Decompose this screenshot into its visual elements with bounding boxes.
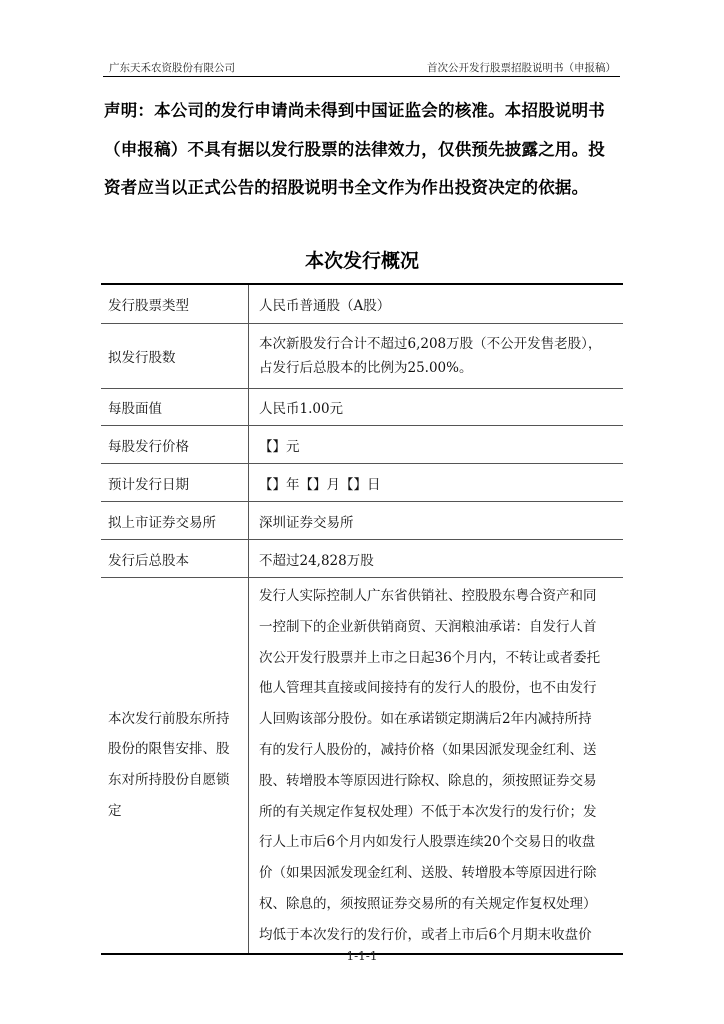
row-value: 人民币1.00元 — [249, 389, 624, 426]
disclaimer-line: 资者应当以正式公告的招股说明书全文作为作出投资决定的依据。 — [104, 178, 589, 197]
table-row-lockup — [101, 578, 623, 954]
row-value-line: 本次新股发行合计不超过6,208万股（不公开发售老股）， — [259, 336, 602, 352]
lockup-value-line: 行人上市后6个月内如发行人股票连续20个交易日的收盘 — [259, 834, 596, 851]
lockup-key-line: 东对所持股份自愿锁 — [108, 772, 230, 789]
header-company-name: 广东天禾农资股份有限公司 — [109, 62, 235, 74]
lockup-key — [101, 578, 249, 954]
lockup-value-line: 有的发行人股份的，减持价格（如果因派发现金红利、送 — [259, 741, 597, 758]
lockup-value — [249, 578, 624, 954]
lockup-value-line: 价（如果因派发现金红利、送股、转增股本等原因进行除 — [259, 865, 597, 882]
lockup-value-line: 发行人实际控制人广东省供销社、控股股东粤合资产和同 — [259, 588, 597, 604]
lockup-value-line: 均低于本次发行的发行价，或者上市后6个月期末收盘价 — [259, 926, 592, 943]
row-value: 不超过24,828万股 — [249, 540, 624, 578]
row-key: 拟上市证券交易所 — [101, 502, 249, 540]
row-key: 发行股票类型 — [101, 284, 249, 324]
row-value: 【】年【】月【】日 — [249, 464, 624, 502]
row-key: 每股发行价格 — [101, 426, 249, 464]
row-key: 每股面值 — [101, 389, 249, 426]
row-value: 人民币普通股（A股） — [249, 284, 624, 324]
row-key: 发行后总股本 — [101, 540, 249, 578]
table-row — [101, 502, 623, 540]
table-row — [101, 389, 623, 426]
lockup-value-line: 股、转增股本等原因进行除权、除息的，须按照证券交易 — [259, 772, 597, 789]
lockup-value-line: 人回购该部分股份。如在承诺锁定期满后2年内减持所持 — [259, 711, 592, 728]
table-row — [101, 464, 623, 502]
page-header — [103, 58, 620, 76]
section-title: 本次发行概况 — [304, 250, 419, 272]
page-number: 1-1-1 — [346, 949, 378, 963]
offering-overview-table — [101, 283, 623, 955]
table-row — [101, 284, 623, 324]
row-value — [249, 324, 624, 389]
table-row — [101, 426, 623, 464]
lockup-key-line: 股份的限售安排、股 — [108, 741, 230, 758]
lockup-key-line: 本次发行前股东所持 — [108, 710, 230, 727]
row-value: 【】元 — [249, 426, 624, 464]
lockup-value-line: 他人管理其直接或间接持有的发行人的股份，也不由发行 — [259, 680, 597, 697]
lockup-value-line: 权、除息的，须按照证券交易所的有关规定作复权处理） — [259, 895, 597, 912]
lockup-value-line: 一控制下的企业新供销商贸、天润粮油承诺：自发行人首 — [259, 618, 597, 635]
table-row — [101, 540, 623, 578]
lockup-value-line: 所的有关规定作复权处理）不低于本次发行的发行价；发 — [259, 803, 597, 820]
disclaimer-statement — [104, 92, 618, 208]
table-row — [101, 324, 623, 389]
disclaimer-line: 声明：本公司的发行申请尚未得到中国证监会的核准。本招股说明书 — [104, 101, 605, 120]
row-key: 预计发行日期 — [101, 464, 249, 502]
disclaimer-line: （申报稿）不具有据以发行股票的法律效力，仅供预先披露之用。投 — [104, 139, 605, 159]
row-key: 拟发行股数 — [101, 324, 249, 389]
row-value-line: 占发行后总股本的比例为25.00%。 — [259, 360, 473, 376]
header-document-title: 首次公开发行股票招股说明书（申报稿） — [427, 62, 616, 74]
row-value: 深圳证券交易所 — [249, 502, 624, 540]
lockup-key-line: 定 — [108, 803, 122, 820]
lockup-value-line: 次公开发行股票并上市之日起36个月内，不转让或者委托 — [259, 649, 601, 666]
header-rule — [103, 76, 620, 77]
